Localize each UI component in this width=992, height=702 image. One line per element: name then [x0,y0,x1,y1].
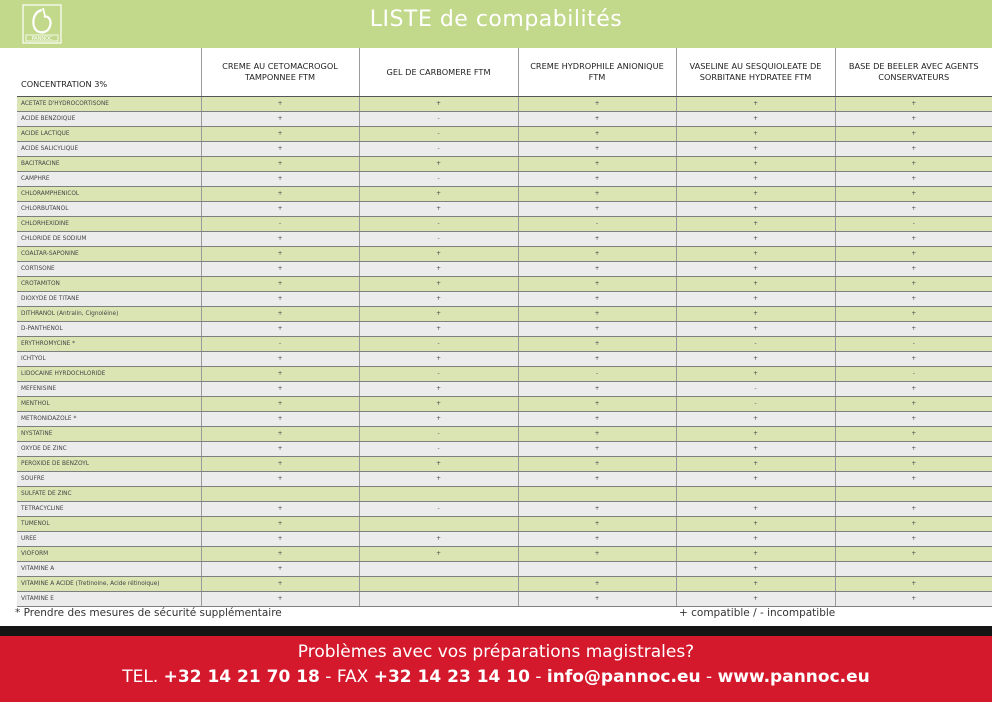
compatibility-cell: + [835,322,992,337]
ingredient-name: ACIDE LACTIQUE [17,127,201,142]
table-row [17,127,992,142]
compatibility-cell: + [359,307,518,322]
compatibility-cell: + [518,202,676,217]
compatibility-cell: + [676,517,835,532]
compatibility-cell: - [359,112,518,127]
compatibility-cell: + [518,322,676,337]
compatibility-cell: + [201,577,359,592]
compatibility-cell: + [201,442,359,457]
ingredient-name: ICHTYOL [17,352,201,367]
compatibility-cell: + [518,412,676,427]
header-banner [0,0,992,48]
compatibility-cell: + [359,262,518,277]
compatibility-cell: + [359,277,518,292]
ingredient-name: SULFATE DE ZINC [17,487,201,502]
ingredient-name: D-PANTHENOL [17,322,201,337]
compatibility-cell: + [518,547,676,562]
ingredient-name: PEROXIDE DE BENZOYL [17,457,201,472]
compatibility-cell: - [359,442,518,457]
compatibility-cell: + [201,397,359,412]
compatibility-cell [359,562,518,577]
column-header: VASELINE AU SESQUIOLEATE DE SORBITANE HYDRATEE FTM [676,48,835,97]
website-link[interactable]: www.pannoc.eu [717,667,870,687]
table-row [17,142,992,157]
table-row [17,562,992,577]
compatibility-cell: + [518,247,676,262]
compatibility-cell [359,577,518,592]
ingredient-name: CORTISONE [17,262,201,277]
compatibility-cell: + [359,412,518,427]
compatibility-cell [835,562,992,577]
compatibility-cell: + [835,382,992,397]
compatibility-cell: + [201,502,359,517]
compatibility-cell: + [835,97,992,112]
compatibility-cell [676,487,835,502]
ingredient-name: VITAMINE A [17,562,201,577]
ingredient-name: CHLORBUTANOL [17,202,201,217]
compatibility-cell: + [676,97,835,112]
compatibility-cell: + [201,97,359,112]
compatibility-cell: + [835,457,992,472]
compatibility-cell: + [201,532,359,547]
compatibility-cell: + [518,532,676,547]
compatibility-cell: - [201,337,359,352]
compatibility-cell: + [201,457,359,472]
table-row [17,292,992,307]
compatibility-cell: + [676,172,835,187]
table-row [17,592,992,607]
ingredient-name: METRONIDAZOLE * [17,412,201,427]
compatibility-cell [359,517,518,532]
table-row [17,412,992,427]
table-row [17,172,992,187]
compatibility-cell: + [518,427,676,442]
compatibility-cell: + [835,247,992,262]
separator: - [706,667,713,687]
compatibility-cell: + [835,232,992,247]
column-header: BASE DE BEELER AVEC AGENTS CONSERVATEURS [835,48,992,97]
ingredient-name: ACIDE SALICYLIQUE [17,142,201,157]
compatibility-cell: - [359,232,518,247]
ingredient-name: VITAMINE E [17,592,201,607]
table-row [17,262,992,277]
table-row [17,217,992,232]
compatibility-cell: + [835,112,992,127]
compatibility-cell: + [676,427,835,442]
compatibility-cell: + [676,352,835,367]
compatibility-cell: - [835,337,992,352]
compatibility-cell: + [835,547,992,562]
table-row [17,97,992,112]
table-row [17,352,992,367]
compatibility-cell: + [201,412,359,427]
table-row [17,157,992,172]
footer-banner [0,636,992,702]
compatibility-cell: + [835,442,992,457]
compatibility-cell: + [201,562,359,577]
tel-label: TEL. [122,667,159,687]
compatibility-cell [201,487,359,502]
compatibility-cell: + [676,367,835,382]
ingredient-name: ACETATE D'HYDROCORTISONE [17,97,201,112]
compatibility-cell: + [518,127,676,142]
compatibility-cell: + [518,292,676,307]
compatibility-cell [518,562,676,577]
compatibility-cell: + [835,412,992,427]
compatibility-cell: + [676,157,835,172]
compatibility-cell: + [201,187,359,202]
compatibility-cell: + [201,307,359,322]
compatibility-cell: + [518,502,676,517]
compatibility-cell: - [359,217,518,232]
compatibility-cell [359,487,518,502]
compatibility-cell: + [835,292,992,307]
table-row [17,442,992,457]
table-row [17,457,992,472]
compatibility-cell: - [518,367,676,382]
compatibility-cell: + [518,592,676,607]
compatibility-cell: - [518,217,676,232]
compatibility-cell [835,487,992,502]
table-row [17,502,992,517]
compatibility-cell: - [676,382,835,397]
compatibility-cell: + [518,352,676,367]
compatibility-cell: + [201,142,359,157]
compatibility-cell [518,487,676,502]
compatibility-cell: + [676,112,835,127]
table-row [17,517,992,532]
compatibility-cell: - [359,172,518,187]
table-row [17,337,992,352]
compatibility-cell: + [518,472,676,487]
compatibility-cell [359,592,518,607]
table-row [17,367,992,382]
compatibility-cell: + [676,412,835,427]
ingredient-name: CHLORHEXIDINE [17,217,201,232]
ingredient-name: CAMPHRE [17,172,201,187]
compatibility-cell: + [676,577,835,592]
compatibility-cell: + [518,157,676,172]
compatibility-cell: + [676,322,835,337]
compatibility-cell: + [359,247,518,262]
compatibility-cell: + [835,127,992,142]
table-row [17,532,992,547]
compatibility-cell: + [201,472,359,487]
ingredient-name: DITHRANOL (Antralin, Cignoléine) [17,307,201,322]
compatibility-table [17,48,992,607]
compatibility-cell: + [201,352,359,367]
compatibility-cell: + [359,157,518,172]
compatibility-cell: + [835,592,992,607]
compatibility-cell: + [518,337,676,352]
compatibility-cell: + [201,382,359,397]
ingredient-name: TETRACYCLINE [17,502,201,517]
separator: - [325,667,332,687]
compatibility-cell: + [359,97,518,112]
compatibility-cell: + [518,382,676,397]
compatibility-cell: + [676,247,835,262]
compatibility-cell: + [359,202,518,217]
compatibility-cell: + [835,517,992,532]
email-link[interactable]: info@pannoc.eu [546,667,701,687]
compatibility-cell: + [676,277,835,292]
compatibility-cell: + [676,502,835,517]
compatibility-cell: + [676,307,835,322]
compatibility-cell: + [835,142,992,157]
compatibility-cell: - [359,142,518,157]
compatibility-cell: + [676,292,835,307]
compatibility-cell: + [201,172,359,187]
table-row [17,202,992,217]
compatibility-cell: + [676,127,835,142]
ingredient-name: ERYTHROMYCINE * [17,337,201,352]
table-row [17,382,992,397]
table-row [17,547,992,562]
compatibility-cell: + [676,217,835,232]
compatibility-cell: + [835,427,992,442]
separator: - [535,667,542,687]
column-header: CREME AU CETOMACROGOL TAMPONNEE FTM [201,48,359,97]
compatibility-cell: - [359,367,518,382]
compatibility-cell: + [518,577,676,592]
ingredient-name: ACIDE BENZOIQUE [17,112,201,127]
compatibility-cell: - [676,337,835,352]
ingredient-name: NYSTATINE [17,427,201,442]
ingredient-name: TUMENOL [17,517,201,532]
compatibility-cell: + [676,232,835,247]
ingredient-name: UREE [17,532,201,547]
compatibility-cell: + [518,262,676,277]
compatibility-cell: + [835,172,992,187]
compatibility-cell: - [676,397,835,412]
ingredient-name: BACITRACINE [17,157,201,172]
compatibility-cell: + [201,127,359,142]
compatibility-cell: + [359,292,518,307]
compatibility-cell: + [201,232,359,247]
phone-number[interactable]: +32 14 21 70 18 [163,667,320,687]
compatibility-cell: + [835,577,992,592]
table-row [17,397,992,412]
compatibility-cell: + [201,292,359,307]
compatibility-cell: + [359,382,518,397]
table-row [17,187,992,202]
compatibility-cell: + [359,457,518,472]
compatibility-cell: + [835,187,992,202]
table-row [17,322,992,337]
compatibility-cell: + [676,562,835,577]
compatibility-cell: + [359,352,518,367]
compatibility-cell: - [359,127,518,142]
table-row [17,487,992,502]
compatibility-cell: + [518,457,676,472]
footnote: * Prendre des mesures de sécurité supplémentaire [15,607,282,619]
compatibility-cell: + [201,322,359,337]
ingredient-name: OXYDE DE ZINC [17,442,201,457]
table-row [17,232,992,247]
compatibility-cell: + [518,307,676,322]
compatibility-cell: + [359,397,518,412]
compatibility-cell: + [518,97,676,112]
logo-text: PANNOC [31,36,53,42]
compatibility-cell: + [518,517,676,532]
table-row [17,427,992,442]
compatibility-cell: + [201,277,359,292]
compatibility-cell: + [518,232,676,247]
ingredient-name: CHLORAMPHENICOL [17,187,201,202]
compatibility-cell: + [201,592,359,607]
compatibility-cell: + [201,112,359,127]
table-row [17,247,992,262]
compatibility-cell: + [201,517,359,532]
divider-bar [0,626,992,636]
compatibility-cell: - [359,337,518,352]
compatibility-cell: + [676,592,835,607]
compatibility-cell: + [835,262,992,277]
compatibility-cell: + [518,397,676,412]
column-header: CONCENTRATION 3% [17,48,201,97]
ingredient-name: VIOFORM [17,547,201,562]
table-row [17,277,992,292]
compatibility-cell: - [359,502,518,517]
compatibility-cell: + [359,547,518,562]
fax-label: FAX [336,667,369,687]
column-header: GEL DE CARBOMERE FTM [359,48,518,97]
compatibility-cell: + [676,472,835,487]
page-title: LISTE de compabilités [369,7,623,32]
ingredient-name: COALTAR-SAPONINE [17,247,201,262]
table-row [17,307,992,322]
compatibility-cell: + [518,442,676,457]
compatibility-cell: + [518,142,676,157]
compatibility-cell: + [518,112,676,127]
compatibility-cell: + [359,187,518,202]
compatibility-cell: + [835,532,992,547]
compatibility-cell: + [676,457,835,472]
compatibility-cell: + [676,532,835,547]
compatibility-cell: + [201,547,359,562]
compatibility-cell: + [676,202,835,217]
compatibility-cell: + [201,247,359,262]
ingredient-name: DIOXYDE DE TITANE [17,292,201,307]
compatibility-cell: + [835,472,992,487]
table-row [17,112,992,127]
compatibility-cell: - [359,427,518,442]
ingredient-name: LIDOCAINE HYRDOCHLORIDE [17,367,201,382]
compatibility-cell: + [518,187,676,202]
compatibility-cell: + [201,367,359,382]
ingredient-name: MEFENISINE [17,382,201,397]
compatibility-cell: + [676,187,835,202]
legend: + compatible / - incompatible [679,607,836,619]
compatibility-cell: + [835,202,992,217]
ingredient-name: SOUFRE [17,472,201,487]
compatibility-cell: + [835,502,992,517]
table-row [17,577,992,592]
compatibility-cell: + [676,547,835,562]
compatibility-cell: + [518,172,676,187]
table-row [17,472,992,487]
footer-question: Problèmes avec vos préparations magistrales? [297,642,695,662]
compatibility-cell: - [201,217,359,232]
compatibility-cell: + [518,277,676,292]
table-header-row [17,48,992,97]
compatibility-cell: + [201,202,359,217]
compatibility-cell: + [835,397,992,412]
table-body [17,97,992,607]
compatibility-cell: + [835,307,992,322]
fax-number: +32 14 23 14 10 [373,667,530,687]
ingredient-name: CROTAMITON [17,277,201,292]
compatibility-cell: + [359,472,518,487]
ingredient-name: MENTHOL [17,397,201,412]
compatibility-cell: + [676,262,835,277]
compatibility-cell: + [359,322,518,337]
compatibility-cell: + [676,142,835,157]
compatibility-cell: + [835,352,992,367]
ingredient-name: VITAMINE A ACIDE (Tretinoine, Acide rétinoique) [17,577,201,592]
compatibility-cell: - [835,217,992,232]
compatibility-cell: + [201,262,359,277]
compatibility-cell: + [835,277,992,292]
compatibility-cell: + [359,532,518,547]
compatibility-cell: + [835,157,992,172]
compatibility-cell: + [201,157,359,172]
column-header: CREME HYDROPHILE ANIONIQUE FTM [518,48,676,97]
ingredient-name: CHLORIDE DE SODIUM [17,232,201,247]
compatibility-cell: + [201,427,359,442]
compatibility-cell: + [676,442,835,457]
compatibility-cell: - [835,367,992,382]
footer-contact [0,667,992,687]
